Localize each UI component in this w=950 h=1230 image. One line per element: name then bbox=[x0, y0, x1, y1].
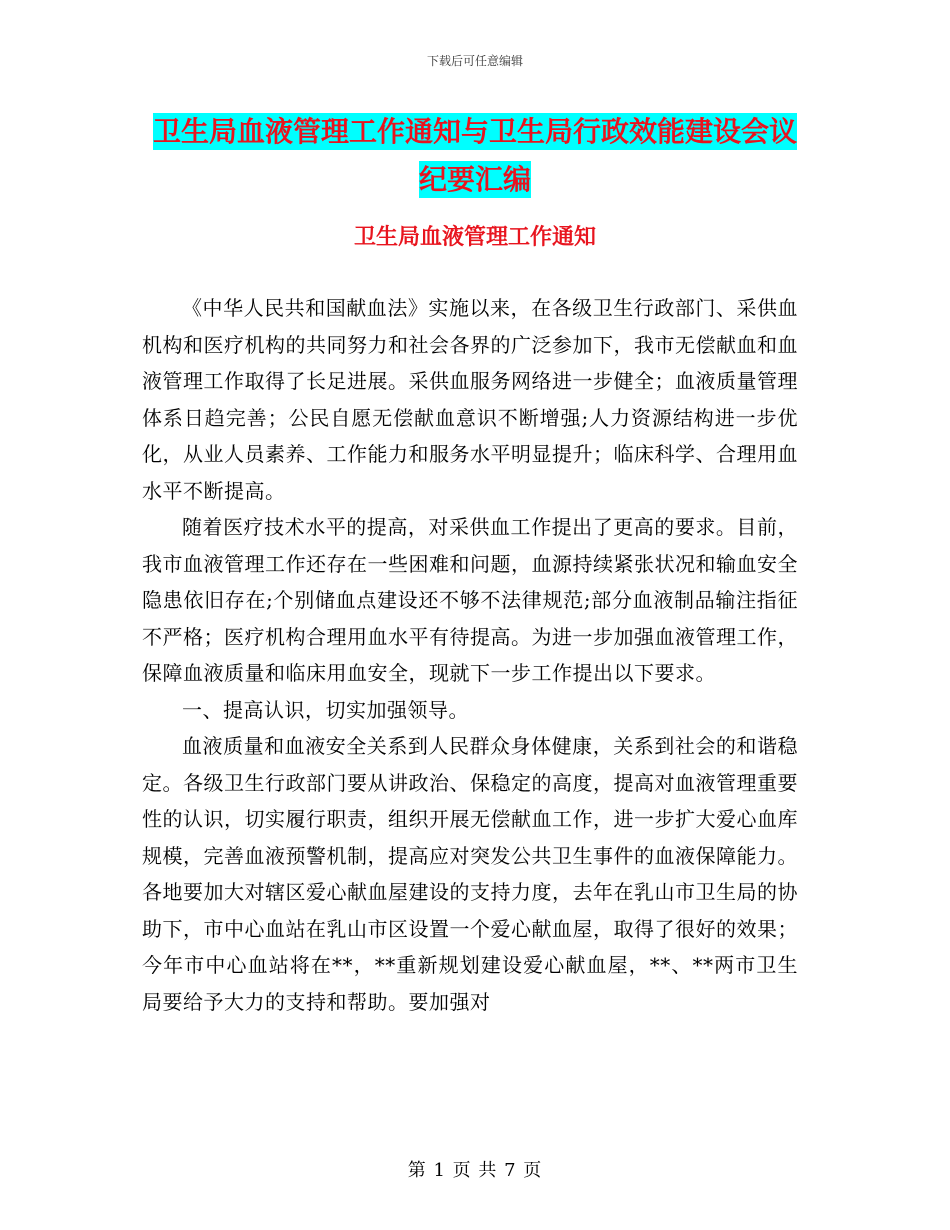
document-title-line-2: 纪要汇编 bbox=[418, 163, 531, 196]
document-body bbox=[142, 290, 798, 1020]
paragraph: 随着医疗技术水平的提高，对采供血工作提出了更高的要求。目前，我市血液管理工作还存在一些困难和问题，血源持续紧张状况和输血安全隐患依旧存在;个别储血点建设还不够不法律规范;部分血液制品输注指征不严格；医疗机构合理用血水平有待提高。为进一步加强血液管理工作，保障血液质量和临床用血安全，现就下一步工作提出以下要求。 bbox=[142, 515, 798, 685]
paragraph-heading: 一、提高认识，切实加强领导。 bbox=[182, 697, 469, 722]
page-header-note: 下载后可任意编辑 bbox=[426, 54, 523, 68]
document-title-line-1: 卫生局血液管理工作通知与卫生局行政效能建设会议 bbox=[152, 115, 797, 148]
page-number-footer: 第 1 页 共 7 页 bbox=[407, 1160, 543, 1181]
section-title: 卫生局血液管理工作通知 bbox=[353, 225, 596, 250]
paragraph: 《中华人民共和国献血法》实施以来，在各级卫生行政部门、采供血机构和医疗机构的共同努力和社会各界的广泛参加下，我市无偿献血和血液管理工作取得了长足进展。采供血服务网络进一步健全；血液质量管理体系日趋完善；公民自愿无偿献血意识不断增强;人力资源结构进一步优化，从业人员素养、工作能力和服务水平明显提升；临床科学、合理用血水平不断提高。 bbox=[142, 296, 798, 503]
document-title bbox=[140, 108, 810, 204]
paragraph: 血液质量和血液安全关系到人民群众身体健康，关系到社会的和谐稳定。各级卫生行政部门要从讲政治、保稳定的高度，提高对血液管理重要性的认识，切实履行职责，组织开展无偿献血工作，进一步扩大爱心血库规模，完善血液预警机制，提高应对突发公共卫生事件的血液保障能力。各地要加大对辖区爱心献血屋建设的支持力度，去年在乳山市卫生局的协助下，市中心血站在乳山市区设置一个爱心献血屋，取得了很好的效果；今年市中心血站将在**，**重新规划建设爱心献血屋，**、**两市卫生局要给予大力的支持和帮助。要加强对 bbox=[142, 734, 798, 1014]
